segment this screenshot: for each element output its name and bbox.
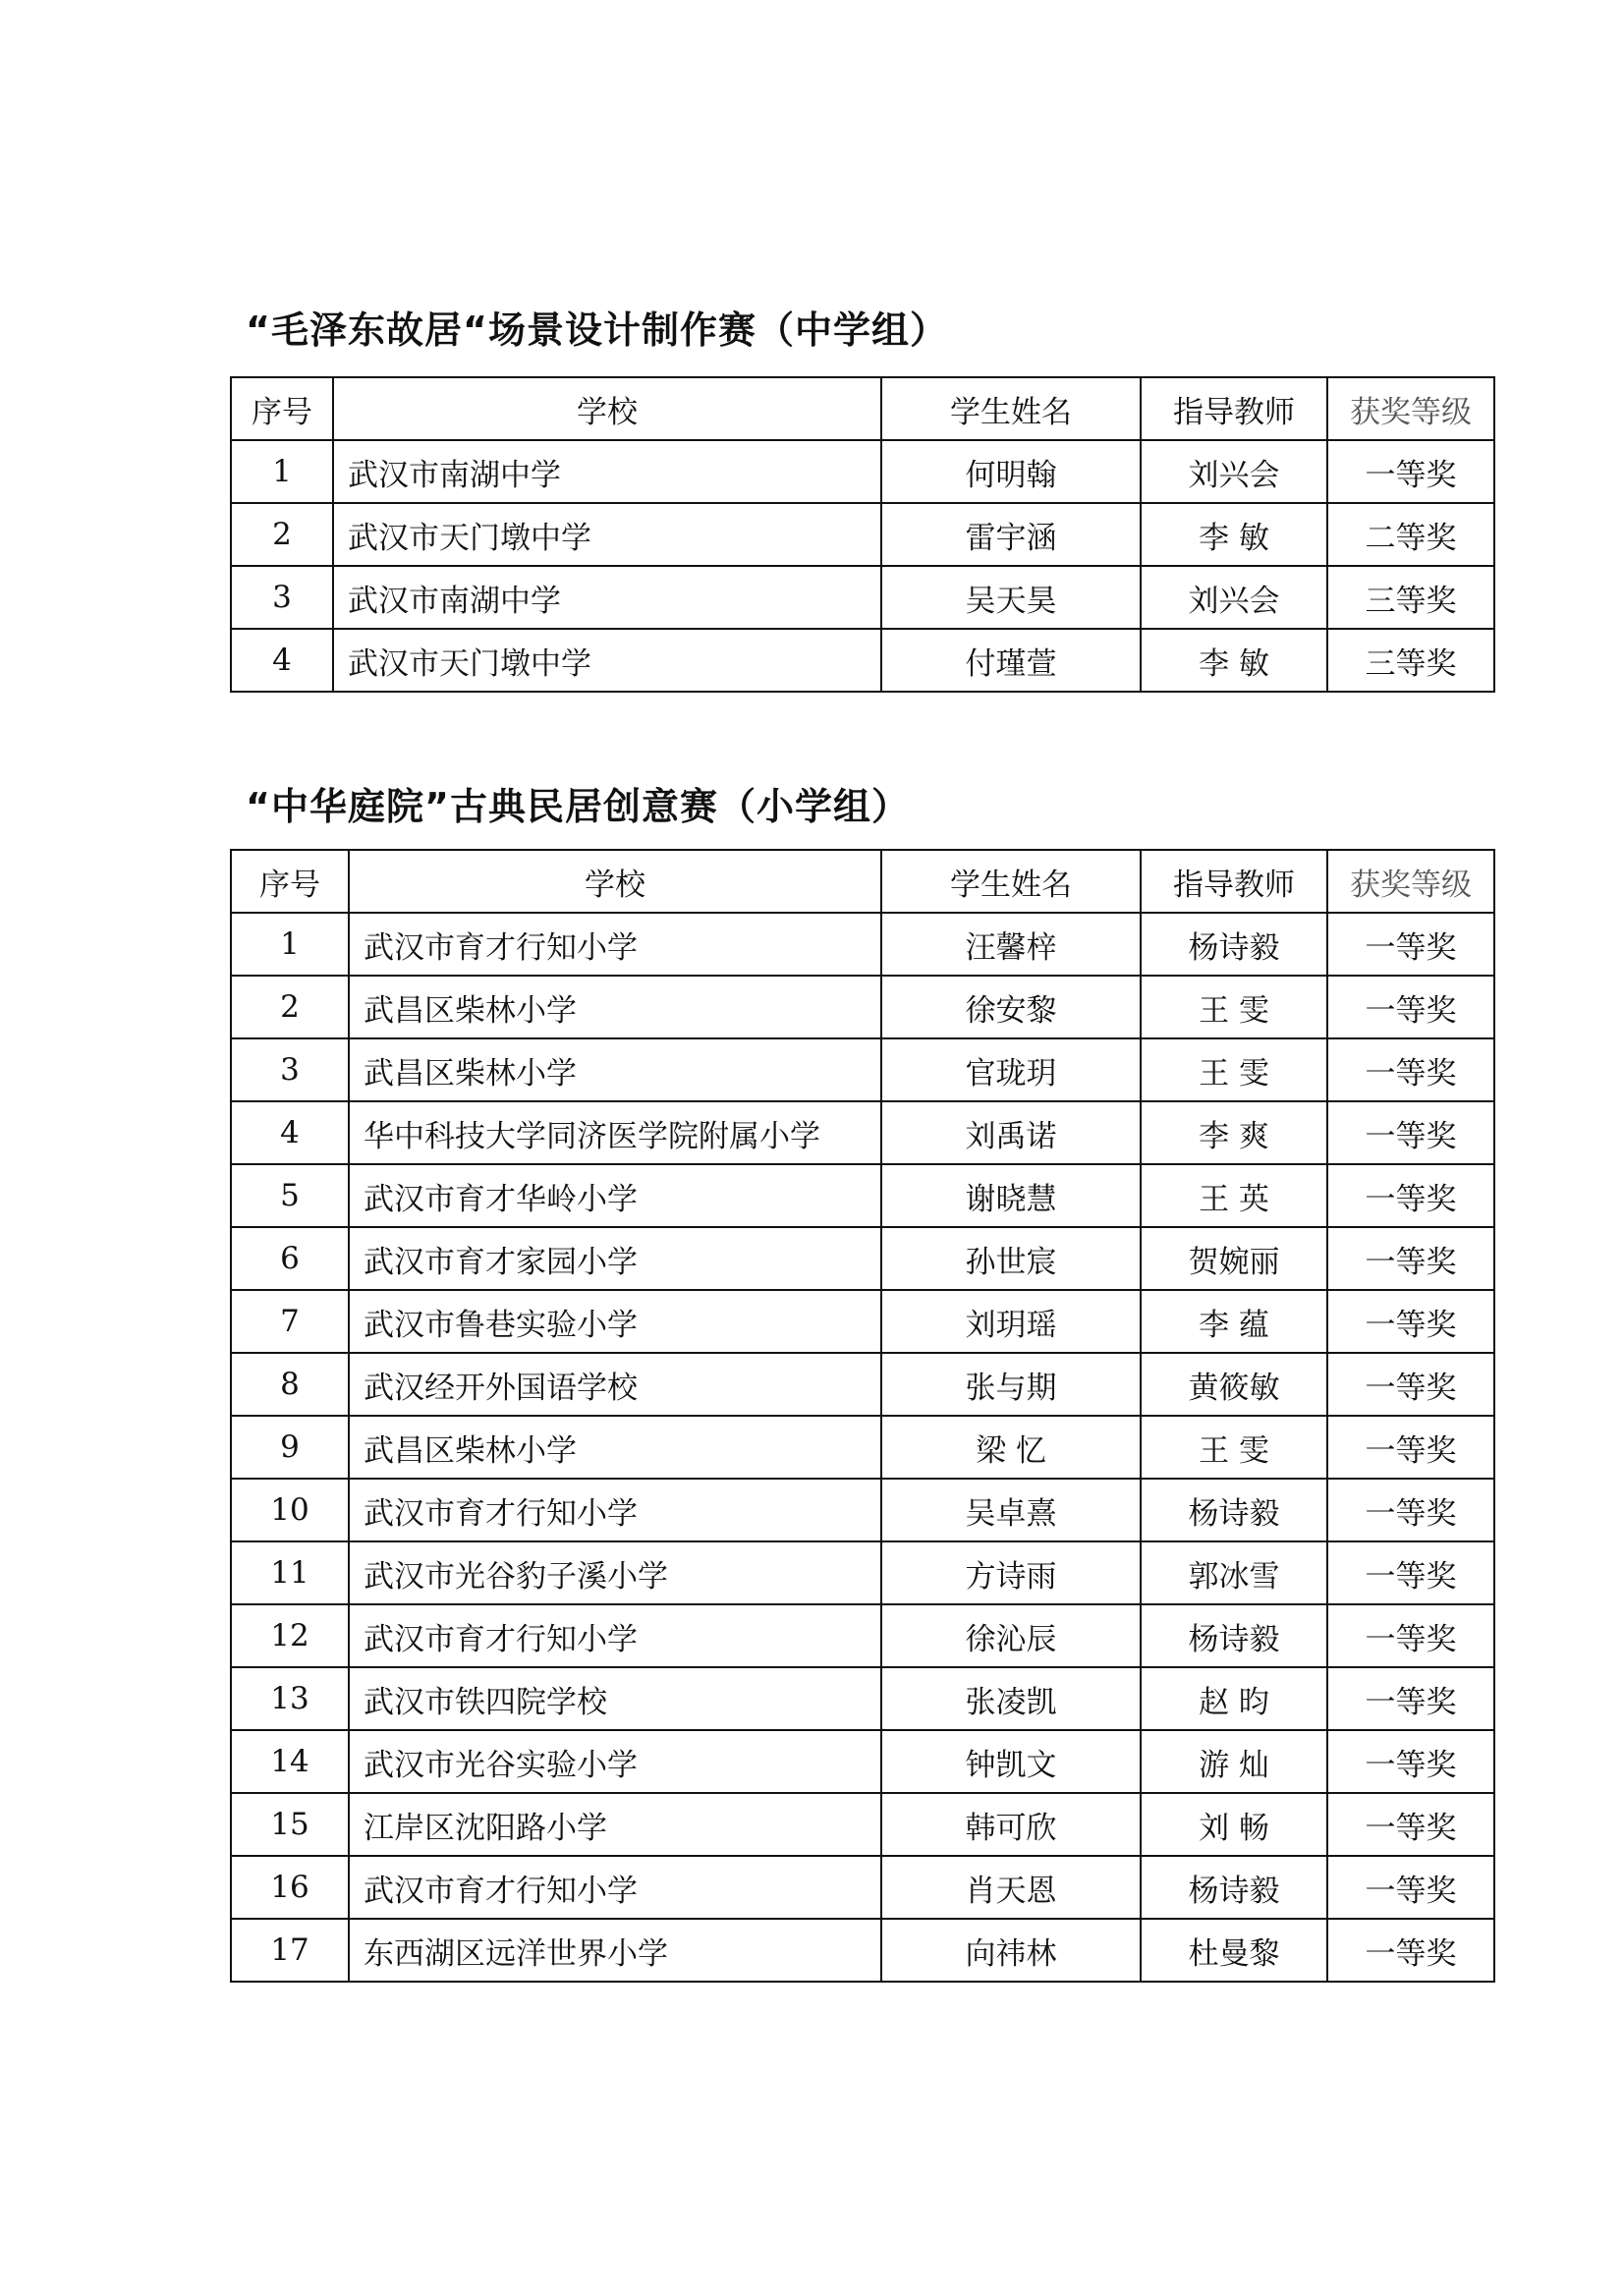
cell-student: 方诗雨 [881,1541,1141,1604]
header-student: 学生姓名 [881,377,1141,440]
cell-index: 10 [231,1479,349,1541]
cell-teacher: 杜曼黎 [1141,1919,1327,1982]
cell-award: 二等奖 [1327,503,1494,566]
table-row [231,1101,1494,1164]
cell-school: 武汉市天门墩中学 [333,503,881,566]
cell-school: 武汉市南湖中学 [333,440,881,503]
cell-index: 4 [231,629,333,692]
cell-teacher: 游 灿 [1141,1730,1327,1793]
cell-student: 韩可欣 [881,1793,1141,1856]
cell-student: 吴卓熹 [881,1479,1141,1541]
cell-award: 一等奖 [1327,1793,1494,1856]
table-row [231,1038,1494,1101]
header-teacher: 指导教师 [1141,850,1327,913]
cell-student: 何明翰 [881,440,1141,503]
table-row [231,1604,1494,1667]
cell-award: 一等奖 [1327,1101,1494,1164]
cell-index: 13 [231,1667,349,1730]
cell-teacher: 郭冰雪 [1141,1541,1327,1604]
cell-teacher: 王 雯 [1141,1416,1327,1479]
table-row [231,1541,1494,1604]
cell-school: 武汉市育才家园小学 [349,1227,881,1290]
cell-student: 谢晓慧 [881,1164,1141,1227]
cell-school: 武汉市育才行知小学 [349,913,881,976]
section-title: “毛泽东故居“场景设计制作赛（中学组） [246,308,948,352]
cell-teacher: 杨诗毅 [1141,1479,1327,1541]
header-school: 学校 [333,377,881,440]
cell-teacher: 李 蕴 [1141,1290,1327,1353]
cell-student: 徐安黎 [881,976,1141,1038]
cell-award: 一等奖 [1327,1541,1494,1604]
cell-teacher: 黄筱敏 [1141,1353,1327,1416]
cell-school: 武汉市育才华岭小学 [349,1164,881,1227]
cell-award: 一等奖 [1327,1290,1494,1353]
table-row [231,1353,1494,1416]
cell-index: 7 [231,1290,349,1353]
cell-teacher: 王 雯 [1141,976,1327,1038]
cell-index: 16 [231,1856,349,1919]
cell-school: 武汉市育才行知小学 [349,1604,881,1667]
cell-student: 向祎林 [881,1919,1141,1982]
table-header-row [231,850,1494,913]
table-row [231,629,1494,692]
table-header-row [231,377,1494,440]
cell-index: 9 [231,1416,349,1479]
cell-school: 武昌区柴林小学 [349,1416,881,1479]
cell-teacher: 王 雯 [1141,1038,1327,1101]
table-row [231,503,1494,566]
table-row [231,1793,1494,1856]
cell-school: 武汉市南湖中学 [333,566,881,629]
table-row [231,1416,1494,1479]
header-award: 获奖等级 [1327,850,1494,913]
cell-student: 钟凯文 [881,1730,1141,1793]
cell-school: 武汉市光谷豹子溪小学 [349,1541,881,1604]
award-table-primary-school [230,849,1495,1983]
cell-school: 华中科技大学同济医学院附属小学 [349,1101,881,1164]
cell-teacher: 赵 昀 [1141,1667,1327,1730]
table-row [231,566,1494,629]
cell-teacher: 刘 畅 [1141,1793,1327,1856]
cell-index: 2 [231,976,349,1038]
cell-teacher: 李 爽 [1141,1101,1327,1164]
cell-index: 12 [231,1604,349,1667]
cell-award: 一等奖 [1327,1227,1494,1290]
cell-student: 张与期 [881,1353,1141,1416]
cell-index: 3 [231,566,333,629]
table-row [231,1290,1494,1353]
cell-school: 武汉市光谷实验小学 [349,1730,881,1793]
header-award: 获奖等级 [1327,377,1494,440]
cell-index: 1 [231,440,333,503]
cell-index: 1 [231,913,349,976]
award-table-middle-school [230,376,1495,693]
cell-award: 三等奖 [1327,566,1494,629]
cell-student: 徐沁辰 [881,1604,1141,1667]
cell-award: 一等奖 [1327,1667,1494,1730]
cell-index: 3 [231,1038,349,1101]
cell-index: 5 [231,1164,349,1227]
cell-teacher: 刘兴会 [1141,440,1327,503]
cell-index: 11 [231,1541,349,1604]
cell-teacher: 李 敏 [1141,629,1327,692]
header-index: 序号 [231,850,349,913]
cell-teacher: 刘兴会 [1141,566,1327,629]
cell-student: 孙世宸 [881,1227,1141,1290]
cell-index: 14 [231,1730,349,1793]
cell-award: 一等奖 [1327,1919,1494,1982]
cell-school: 江岸区沈阳路小学 [349,1793,881,1856]
cell-school: 武汉市鲁巷实验小学 [349,1290,881,1353]
table-row [231,440,1494,503]
table-row [231,1227,1494,1290]
cell-teacher: 杨诗毅 [1141,1604,1327,1667]
cell-award: 一等奖 [1327,440,1494,503]
cell-school: 武昌区柴林小学 [349,976,881,1038]
cell-award: 一等奖 [1327,913,1494,976]
cell-student: 梁 忆 [881,1416,1141,1479]
cell-index: 4 [231,1101,349,1164]
cell-student: 肖天恩 [881,1856,1141,1919]
cell-student: 刘禹诺 [881,1101,1141,1164]
cell-award: 一等奖 [1327,1353,1494,1416]
cell-teacher: 贺婉丽 [1141,1227,1327,1290]
cell-teacher: 杨诗毅 [1141,1856,1327,1919]
cell-school: 武汉市天门墩中学 [333,629,881,692]
table-row [231,1667,1494,1730]
cell-award: 一等奖 [1327,1479,1494,1541]
cell-student: 官珑玥 [881,1038,1141,1101]
cell-award: 三等奖 [1327,629,1494,692]
cell-award: 一等奖 [1327,1038,1494,1101]
cell-school: 武昌区柴林小学 [349,1038,881,1101]
cell-school: 东西湖区远洋世界小学 [349,1919,881,1982]
table-row [231,1164,1494,1227]
table-row [231,1730,1494,1793]
cell-student: 刘玥瑶 [881,1290,1141,1353]
cell-school: 武汉市育才行知小学 [349,1856,881,1919]
header-student: 学生姓名 [881,850,1141,913]
cell-teacher: 杨诗毅 [1141,913,1327,976]
cell-award: 一等奖 [1327,1604,1494,1667]
cell-student: 汪馨梓 [881,913,1141,976]
table-row [231,1479,1494,1541]
cell-award: 一等奖 [1327,1730,1494,1793]
header-index: 序号 [231,377,333,440]
cell-teacher: 李 敏 [1141,503,1327,566]
cell-award: 一等奖 [1327,1856,1494,1919]
cell-award: 一等奖 [1327,976,1494,1038]
table-row [231,913,1494,976]
cell-index: 17 [231,1919,349,1982]
cell-student: 张凌凯 [881,1667,1141,1730]
cell-award: 一等奖 [1327,1416,1494,1479]
cell-index: 8 [231,1353,349,1416]
section-title: “中华庭院”古典民居创意赛（小学组） [246,785,910,828]
cell-index: 15 [231,1793,349,1856]
header-school: 学校 [349,850,881,913]
cell-teacher: 王 英 [1141,1164,1327,1227]
cell-school: 武汉市育才行知小学 [349,1479,881,1541]
cell-index: 6 [231,1227,349,1290]
table-row [231,976,1494,1038]
cell-school: 武汉市铁四院学校 [349,1667,881,1730]
table-row [231,1856,1494,1919]
cell-student: 吴天昊 [881,566,1141,629]
header-teacher: 指导教师 [1141,377,1327,440]
cell-award: 一等奖 [1327,1164,1494,1227]
table-row [231,1919,1494,1982]
cell-index: 2 [231,503,333,566]
cell-student: 付瑾萱 [881,629,1141,692]
cell-school: 武汉经开外国语学校 [349,1353,881,1416]
cell-student: 雷宇涵 [881,503,1141,566]
